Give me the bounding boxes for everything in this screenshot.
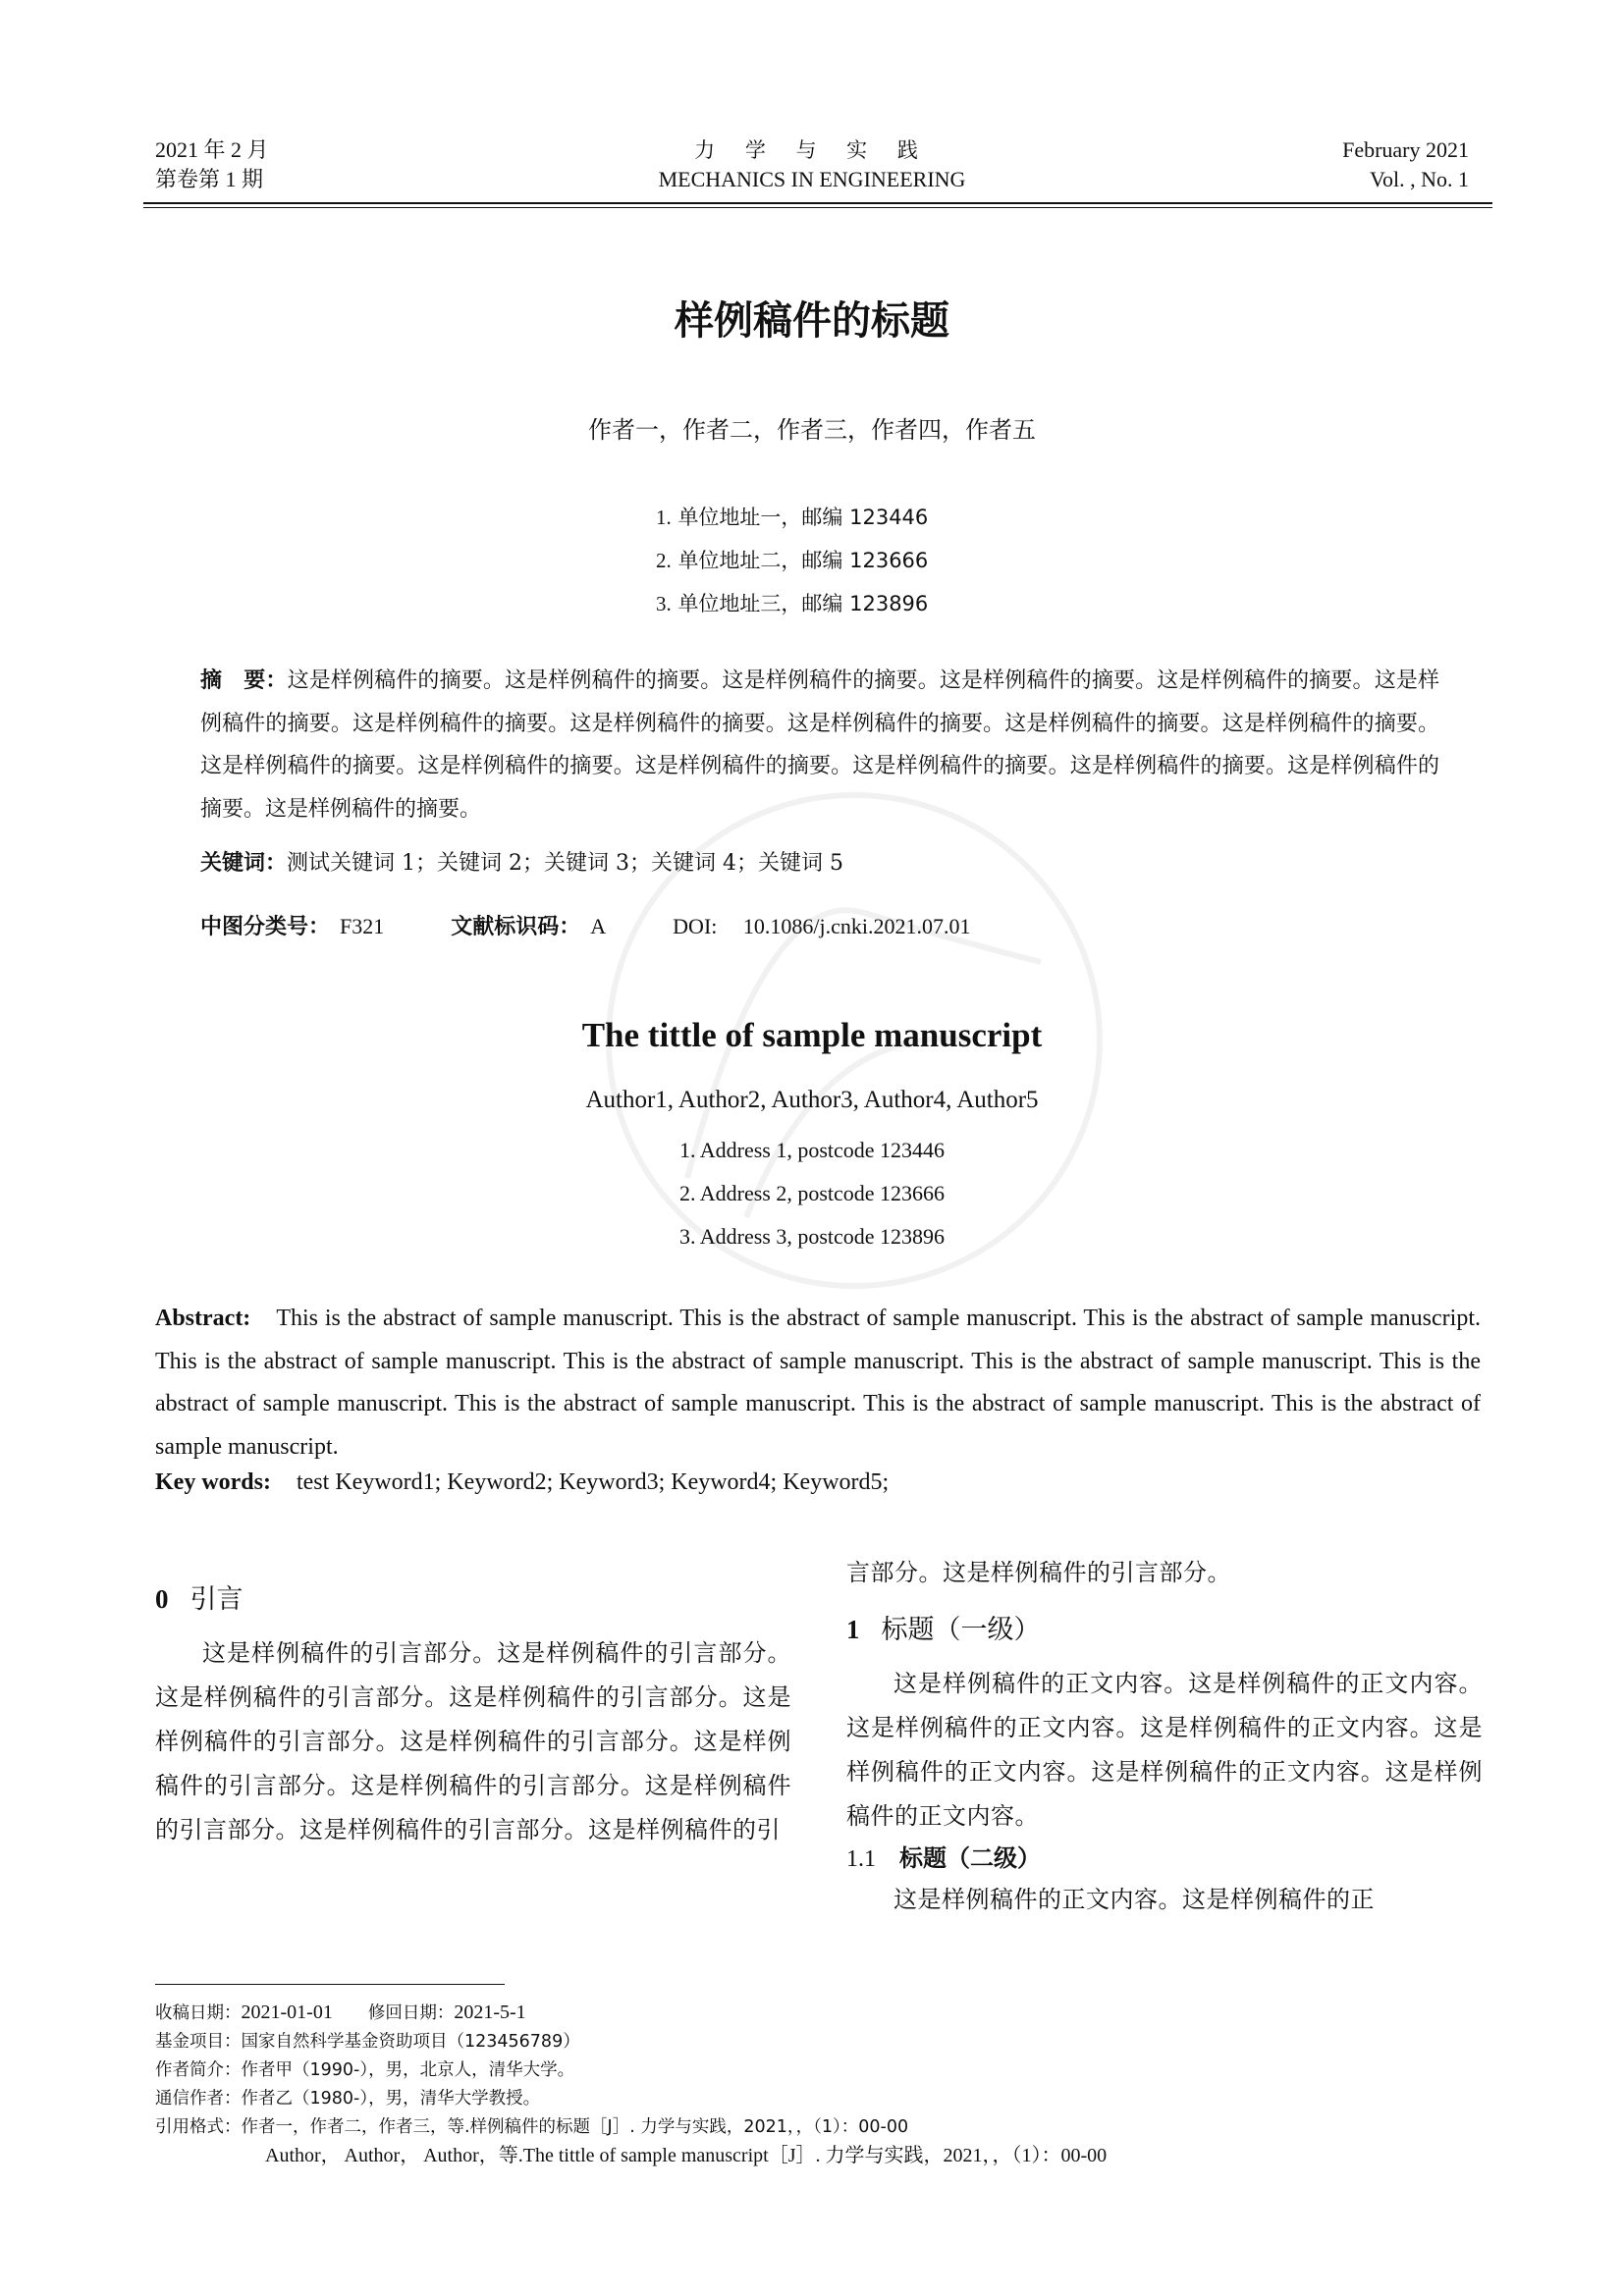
- footnotes: [155, 1999, 1107, 2171]
- keywords-cn-text: 测试关键词 1；关键词 2；关键词 3；关键词 4；关键词 5: [287, 851, 843, 876]
- revised-value: 2021-5-1: [454, 2002, 526, 2023]
- journal-title-cn: 力 学 与 实 践: [694, 138, 930, 162]
- doc-code-label: 文献标识码：: [451, 915, 581, 939]
- body-paragraph: 这是样例稿件的正文内容。这是样例稿件的正文内容。这是样例稿件的正文内容。这是样例稿件的正文内容。这是样例稿件的正文内容。这是样例稿件的正文内容。这是样例稿件的正文内容。: [846, 1670, 1483, 1830]
- affiliation-cn: 3. 单位地址三，邮编 123896: [656, 592, 929, 615]
- fund-label: 基金项目：: [155, 2032, 242, 2052]
- citation-label: 引用格式：: [155, 2117, 242, 2137]
- paper-title-cn: 样例稿件的标题: [675, 298, 949, 344]
- abstract-cn: [200, 660, 1439, 830]
- affiliation-cn: 1. 单位地址一，邮编 123446: [656, 506, 929, 529]
- affiliations-en: [0, 1129, 1624, 1258]
- header-rule-thin: [143, 207, 1492, 208]
- footnote-dates: [155, 1999, 1107, 2028]
- section-heading-1: [846, 1601, 1483, 1658]
- keywords-cn: [200, 846, 843, 877]
- keywords-cn-label: 关键词：: [200, 851, 288, 876]
- section-title: 标题（一级）: [881, 1615, 1041, 1645]
- header-volume-en: Vol. , No. 1: [1369, 167, 1469, 191]
- keywords-en-text: test Keyword1; Keyword2; Keyword3; Keyword4; Keyword5;: [296, 1469, 890, 1495]
- corresponding-label: 通信作者：: [155, 2089, 242, 2109]
- bio-value: 作者甲（1990-），男，北京人，清华大学。: [241, 2060, 575, 2080]
- section-title: 引言: [189, 1584, 244, 1615]
- body-paragraph: 这是样例稿件的正文内容。这是样例稿件的正: [893, 1886, 1375, 1913]
- affiliation-en: 3. Address 3, postcode 123896: [678, 1224, 946, 1249]
- section-number: 1: [846, 1615, 860, 1644]
- abstract-cn-label: 摘 要：: [200, 668, 288, 693]
- clc-value: F321: [340, 914, 385, 938]
- affiliations-cn: [656, 496, 928, 625]
- affiliation-en: 2. Address 2, postcode 123666: [678, 1181, 946, 1205]
- doi-value: 10.1086/j.cnki.2021.07.01: [742, 914, 971, 938]
- footnote-citation-en: [155, 2142, 1107, 2171]
- keywords-en: [155, 1469, 889, 1496]
- revised-label: 修回日期：: [367, 2003, 455, 2023]
- affiliation-en: 1. Address 1, postcode 123446: [678, 1138, 946, 1162]
- classification-line: [200, 910, 981, 940]
- abstract-en: [155, 1298, 1481, 1468]
- abstract-cn-text: 这是样例稿件的摘要。这是样例稿件的摘要。这是样例稿件的摘要。这是样例稿件的摘要。这是样例稿件的摘要。这是样例稿件的摘要。这是样例稿件的摘要。这是样例稿件的摘要。这是样例稿件的摘要。这是样例稿件的摘要。这是样例稿件的摘要。这是样例稿件的摘要。这是样例稿件的摘要。这是样例稿件的摘要。这是样例稿件的摘要。这是样例稿件的摘要。这是样例稿件的摘要。这是样例稿件的摘要。: [200, 668, 1439, 822]
- intro-paragraph: 这是样例稿件的引言部分。这是样例稿件的引言部分。这是样例稿件的引言部分。这是样例稿件的引言部分。这是样例稿件的引言部分。这是样例稿件的引言部分。这是样例稿件的引言部分。这是样例稿件的引言部分。这是样例稿件的引言部分。这是样例稿件的引言部分。这是样例稿件的引: [155, 1639, 791, 1843]
- clc-label: 中图分类号：: [200, 915, 331, 939]
- paper-title-en: The tittle of sample manuscript: [581, 1016, 1043, 1054]
- citation-en: Author， Author， Author，等.The tittle of sample manuscript［J］. 力学与实践，2021，，（1）：00-00: [265, 2145, 1108, 2166]
- header-volume-cn: 第卷第 1 期: [155, 167, 264, 191]
- received-value: 2021-01-01: [241, 2002, 333, 2023]
- doi-label: DOI:: [673, 914, 718, 938]
- citation-cn: 作者一，作者二，作者三，等.样例稿件的标题［J］. 力学与实践，2021，，（1）：00-00: [241, 2117, 909, 2137]
- doc-code-value: A: [590, 914, 607, 938]
- body-column-right: [846, 1551, 1483, 1922]
- footnote-corresponding: [155, 2085, 1107, 2113]
- corresponding-value: 作者乙（1980-），男，清华大学教授。: [241, 2089, 541, 2109]
- header-rule-thick: [143, 202, 1492, 204]
- body-column-left: [155, 1571, 791, 1852]
- header-right: [1342, 135, 1469, 194]
- footnote-citation: [155, 2113, 1107, 2142]
- section-number: 0: [155, 1584, 169, 1614]
- subsection-heading-1-1: [846, 1839, 1483, 1878]
- section-heading-0: [155, 1571, 791, 1628]
- fund-value: 国家自然科学基金资助项目（123456789）: [241, 2032, 580, 2052]
- abstract-en-text: This is the abstract of sample manuscript. This is the abstract of sample manuscript. This is the abstract of sample manuscript. This is the abstract of sample manuscript. This is the abstract of sample manuscript. This is the abstract of sample manuscript. This is the abstract of sample manuscript. This is the abstract of sample manuscript. This is the abstract of sample manuscript. This is the abstract of sample manuscript.: [155, 1306, 1481, 1460]
- bio-label: 作者简介：: [155, 2060, 242, 2080]
- author-list-cn: 作者一，作者二，作者三，作者四，作者五: [588, 416, 1036, 444]
- header-date-en: February 2021: [1342, 137, 1469, 162]
- author-list-en: Author1, Author2, Author3, Author4, Author5: [585, 1087, 1039, 1113]
- header-date-cn: 2021 年 2 月: [155, 137, 269, 162]
- footnote-fund: [155, 2028, 1107, 2056]
- received-label: 收稿日期：: [155, 2003, 242, 2023]
- abstract-en-label: Abstract:: [155, 1306, 251, 1331]
- journal-title-en: MECHANICS IN ENGINEERING: [658, 167, 966, 191]
- keywords-en-label: Key words:: [155, 1469, 271, 1495]
- subsection-title: 标题（二级）: [899, 1844, 1041, 1872]
- affiliation-cn: 2. 单位地址二，邮编 123666: [656, 549, 929, 572]
- footnote-bio: [155, 2056, 1107, 2085]
- subsection-number: 1.1: [846, 1846, 876, 1872]
- footnote-rule: [155, 1984, 505, 1985]
- intro-paragraph-continued: 言部分。这是样例稿件的引言部分。: [846, 1559, 1231, 1586]
